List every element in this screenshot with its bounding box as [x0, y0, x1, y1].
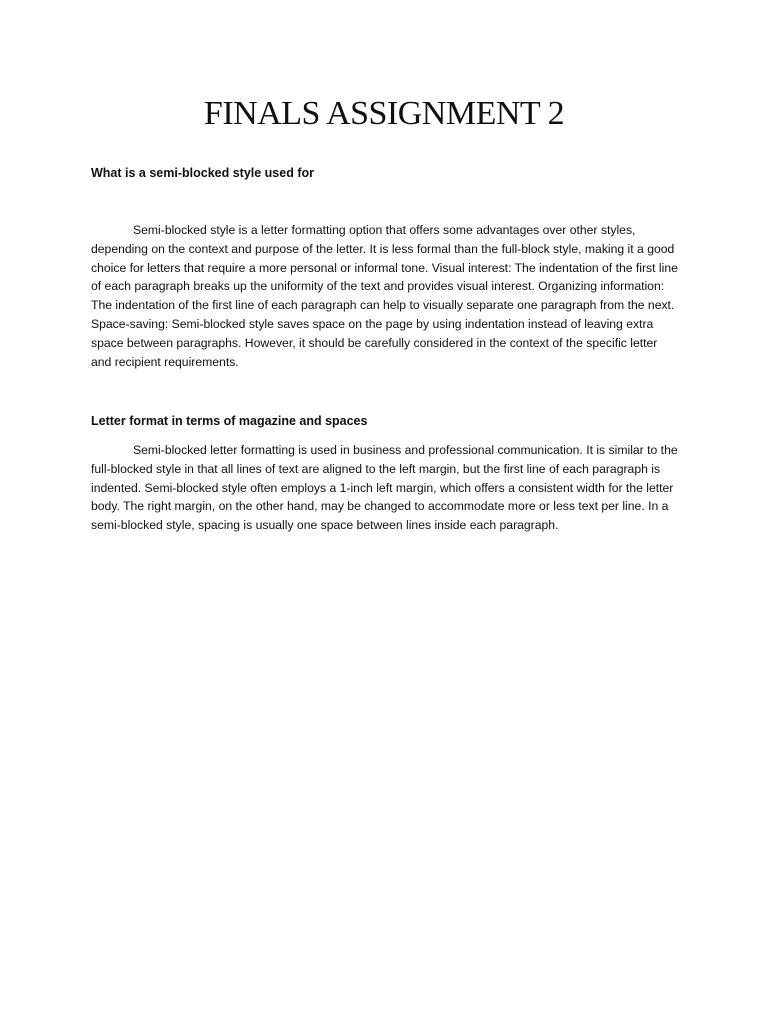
section-heading-letter-format: Letter format in terms of magazine and spaces — [91, 414, 368, 428]
section-heading-semi-blocked-use: What is a semi-blocked style used for — [91, 166, 314, 180]
section-body-letter-format: Semi-blocked letter formatting is used in business and professional communication. It is similar to the full-blocked style in that all lines of text are aligned to the left margin, but the first line of each paragraph is indented. Semi-blocked style often employs a 1-inch left margin, which offers a consistent width for the letter body. The right margin, on the other hand, may be changed to accommodate more or less text per line. In a semi-blocked style, spacing is usually one space between lines inside each paragraph. — [91, 443, 678, 533]
section-body-semi-blocked-use: Semi-blocked style is a letter formatting option that offers some advantages over other styles, depending on the context and purpose of the letter. It is less formal than the full-block style, making it a good choice for letters that require a more personal or informal tone. Visual interest: The indentation of the first line of each paragraph breaks up the uniformity of the text and provides visual interest. Organizing information: The indentation of the first line of each paragraph can help to visually separate one paragraph from the next. Space-saving: Semi-blocked style saves space on the page by using indentation instead of leaving extra space between paragraphs. However, it should be carefully considered in the context of the specific letter and recipient requirements. — [91, 223, 678, 369]
document-title: FINALS ASSIGNMENT 2 — [203, 95, 565, 132]
